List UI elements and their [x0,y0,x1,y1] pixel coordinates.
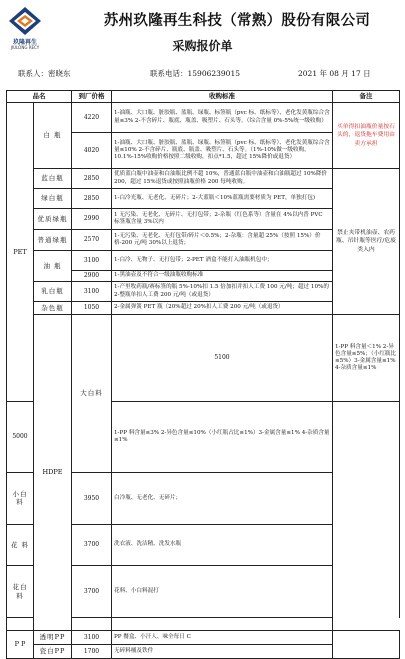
document-title: 采购报价单 [172,39,233,53]
standard-cell: 白冷瓶、无老化、无碎片； [112,472,333,524]
table-row [7,315,400,402]
standard-cell: PP 餐盒、小汗人、味全每日 C [112,631,333,645]
header-product: 品名 [7,91,72,103]
header-notes: 备注 [333,91,400,103]
phone-info [150,68,240,79]
price-cell: 3700 [72,566,112,618]
product-oil-bottle: 油 瓶 [34,251,72,282]
phone-number: 15906239015 [187,69,240,78]
header-standard: 收购标准 [112,91,333,103]
product-small-white: 小白料 [7,472,34,524]
price-cell: 5000 [7,402,34,473]
header-price: 到厂价格 [72,91,112,103]
table-row [7,103,400,133]
note-white-bottle: 买单得扣油瓶价量按石头的，退货拖车费用由卖方承担 [333,103,400,169]
price-cell: 4020 [72,133,112,169]
price-cell: 2850 [72,189,112,209]
price-cell: 3100 [72,631,112,645]
product-empty [7,618,34,631]
standard-cell: 2-金属弹簧 PET 瓶（20%超过 20%扣人工费 200 元/吨（或退货） [112,302,333,315]
standard-cell: 1-白冷、无物子、无打包带；2-PET 酒盒不能打入油瓶机包中； [112,251,333,271]
product-milk-white: 乳白瓶 [34,282,72,302]
price-cell: 3100 [72,282,112,302]
contact-info [18,68,71,79]
price-cell: 5100 [112,315,333,402]
product-flower-white: 花白料 [7,566,34,618]
contact-label: 联系人： [18,69,48,78]
table-header-row [7,91,400,103]
standard-cell: 1-油瓶、大口瓶、脏胶瓶、蓝瓶、绿瓶、标签瓶（pvc 标、纸标等）、老化发黄瓶综合含量≤3% 2-不含碎片、瓶底、瓶盖、吸塑片、石头等。（综合含量 0%-5%统一级收购） [112,103,333,133]
product-mixed-color: 杂色瓶 [34,302,72,315]
product-clear-pp: 透明PP [34,631,72,645]
product-regular-green: 普通绿瓶 [34,230,72,251]
logo-chinese-text: 玖隆再生 [12,39,37,46]
standard-cell: 1-PP 料含量≤3% 2-异色含量≤10%（小红瓶占比≤1%）3-金属含量≤1% 4-杂质含量≤1% [112,402,333,473]
product-flower: 花 料 [7,524,34,565]
standard-cell: 1-产里牧药瓶/赛标签的瓶 5%-10%扣 1.5 倍加扣并扣人工费 100 元/吨；超过 10%的 2-整瓶单扣人工费 200 元/吨（或退货） [112,282,333,302]
standard-cell: 洗衣液、洗洁精、洗发水瓶 [112,524,333,565]
product-green-white: 绿白瓶 [34,189,72,209]
company-logo-icon [8,6,42,36]
standard-cell: 优质蓝白瓶中油壶和白油瓶比例不超 10%，普通蓝白瓶中油壶和白油瓶超过 10%降价 200，超过 15%退货或按照油瓶价格 200 每吨收购。 [112,169,333,189]
price-cell: 1050 [72,302,112,315]
standard-cell: 1-油瓶、大口瓶、脏胶瓶、蓝瓶、绿瓶、标签瓶（pvc 标、纸标等）、老化发黄瓶综合含量≤10% 2-不含碎片、瓶底、瓶盖、吸塑片、石头等。（1%-10%做一级收购，10.1%-15%收购价格按照二级收购，扣点*1.5，超过 15%降价或退货） [112,133,333,169]
standard-cell: 1 无污染、无老化、无碎片、无打包带；2-杂瓶（红色系等）含量在 4%以内普 PVC 标签瓶含量 3%以内 [112,209,333,230]
price-cell: 2900 [72,271,112,282]
category-pet: PET [7,103,34,402]
standard-cell: 1-PP 料含量＜1% 2-异色含量≤5%；（小红瓶比≤5%）3-金属含量≤1% 4-杂质含量≤1% [333,315,400,402]
phone-label: 联系电话： [150,69,188,78]
product-white-pp: 瓷白PP [34,645,72,659]
note-pet: 禁止夹带机油壶、农药瓶、吊针瓶等医疗/危废类入内 [333,169,400,315]
standard-cell: 花料、小白料混打 [112,566,333,618]
price-cell [72,618,112,631]
product-premium-green: 优质绿瓶 [34,209,72,230]
price-cell: 3950 [72,472,112,524]
price-cell: 3700 [72,524,112,565]
product-large-white: 大白料 [72,315,112,473]
table-row [7,169,400,189]
price-cell: 2570 [72,230,112,251]
product-white-bottle: 白 瓶 [34,103,72,169]
company-name: 苏州玖隆再生科技（常熟）股份有限公司 [103,13,371,29]
note-pp [333,631,400,659]
price-cell: 2850 [72,169,112,189]
price-cell: 1700 [72,645,112,659]
contact-name: 密晓东 [48,69,71,78]
standard-cell: 1-黑油壶及不符合一级油瓶收购标准 [112,271,333,282]
category-pp: P P [7,631,34,659]
standard-cell: 1-白冷光瓶、无老化、无碎片；2-大蓝瓶＜10%蓝瓶需要材质为 PET，单独打包) [112,189,333,209]
standard-cell: 1-无污染、无老化、无打包带/碎片＜0.5%；2-杂瓶：含量超 25%（按照 15%）价格-200 元/吨 30%以上退货； [112,230,333,251]
standard-cell [112,618,333,631]
category-hdpe: HDPE [34,315,72,631]
price-cell: 3100 [72,251,112,271]
logo-english-text: JIULONG RECY [10,45,40,50]
quote-date: 2021 年 08 月 17 日 [298,69,371,78]
product-blue-white: 蓝白瓶 [34,169,72,189]
standard-cell: 无碎料桶及铁件 [112,645,333,659]
price-table [6,90,400,659]
price-cell: 4220 [72,103,112,133]
price-cell: 2990 [72,209,112,230]
document-header [0,0,405,58]
table-row [7,631,400,645]
